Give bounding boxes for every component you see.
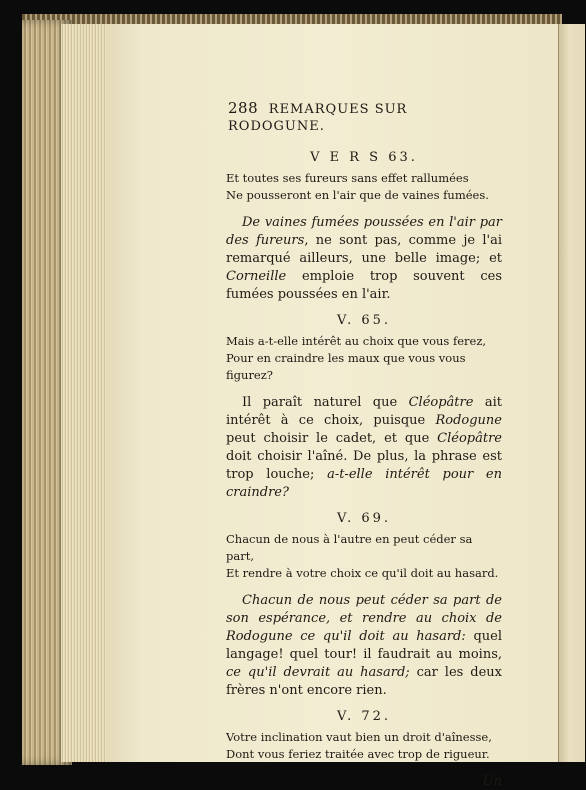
commentary-text: , ne sont pas, comme je l'ai remarqué ailleurs, une belle image; et: [226, 233, 502, 266]
verse-block: [226, 729, 502, 763]
commentary-text: quel langage! quel tour! il faudrait au moins,: [226, 629, 503, 662]
commentary-text: peut choisir le cadet, et que: [226, 431, 438, 446]
commentary-text: emploie trop souvent ces fumées poussées en l'air.: [226, 269, 502, 302]
italic-text: Chacun de nous peut céder sa part de son espérance, et rendre au choix de Rodogune ce qu'il doit au hasard:: [226, 593, 502, 644]
commentary-text: car les deux frères n'ont encore rien.: [226, 665, 502, 698]
verse-block: [226, 531, 502, 582]
verse-line: Ne pousseront en l'air que de vaines fumées.: [226, 188, 489, 202]
page-text: [226, 100, 502, 790]
commentary-text: Il paraît naturel que: [242, 395, 409, 410]
sections: [226, 149, 502, 763]
verse-heading: V. 69.: [336, 511, 392, 526]
verse-line: Pour en craindre les maux que vous vous figurez?: [226, 351, 466, 382]
facing-page-edge: [558, 24, 585, 762]
verse-block: [226, 170, 502, 204]
verse-heading: V E R S 63.: [310, 150, 418, 165]
commentary-paragraph: [226, 592, 502, 700]
commentary-text: doit choisir l'aîné. De plus, la phrase est trop louche;: [226, 449, 502, 482]
italic-text: De vaines fumées poussées en l'air par des fureurs: [226, 215, 502, 248]
verse-heading: V. 65.: [336, 313, 392, 328]
commentary-paragraph: [226, 214, 502, 304]
verse-heading: V. 72.: [336, 709, 392, 724]
italic-text: Cléopâtre: [408, 395, 474, 410]
page-number: 288: [228, 99, 259, 117]
italic-text: Corneille: [226, 269, 287, 284]
verse-line: Chacun de nous à l'autre en peut céder sa part,: [226, 532, 473, 563]
verse-line: Mais a-t-elle intérêt au choix que vous ferez,: [226, 334, 487, 348]
verse-line: Votre inclination vaut bien un droit d'aînesse,: [226, 730, 492, 744]
verse-line: Et toutes ses fureurs sans effet rallumées: [226, 171, 469, 185]
commentary-text: ait intérêt à ce choix, puisque: [226, 395, 502, 428]
verse-line: Et rendre à votre choix ce qu'il doit au hasard.: [226, 566, 499, 580]
page-edges: [60, 24, 109, 762]
italic-text: a-t-elle intérêt pour en craindre?: [226, 467, 502, 500]
italic-text: Rodogune: [435, 413, 502, 428]
running-title: REMARQUES SUR RODOGUNE.: [228, 102, 408, 134]
catchword: Un: [482, 774, 502, 789]
italic-text: Cléopâtre: [437, 431, 502, 446]
commentary-paragraph: [226, 394, 502, 502]
verse-block: [226, 333, 502, 384]
italic-text: ce qu'il devrait au hasard;: [226, 665, 410, 680]
running-head: [228, 100, 502, 135]
verse-line: Dont vous feriez traitée avec trop de rigueur.: [226, 747, 490, 761]
